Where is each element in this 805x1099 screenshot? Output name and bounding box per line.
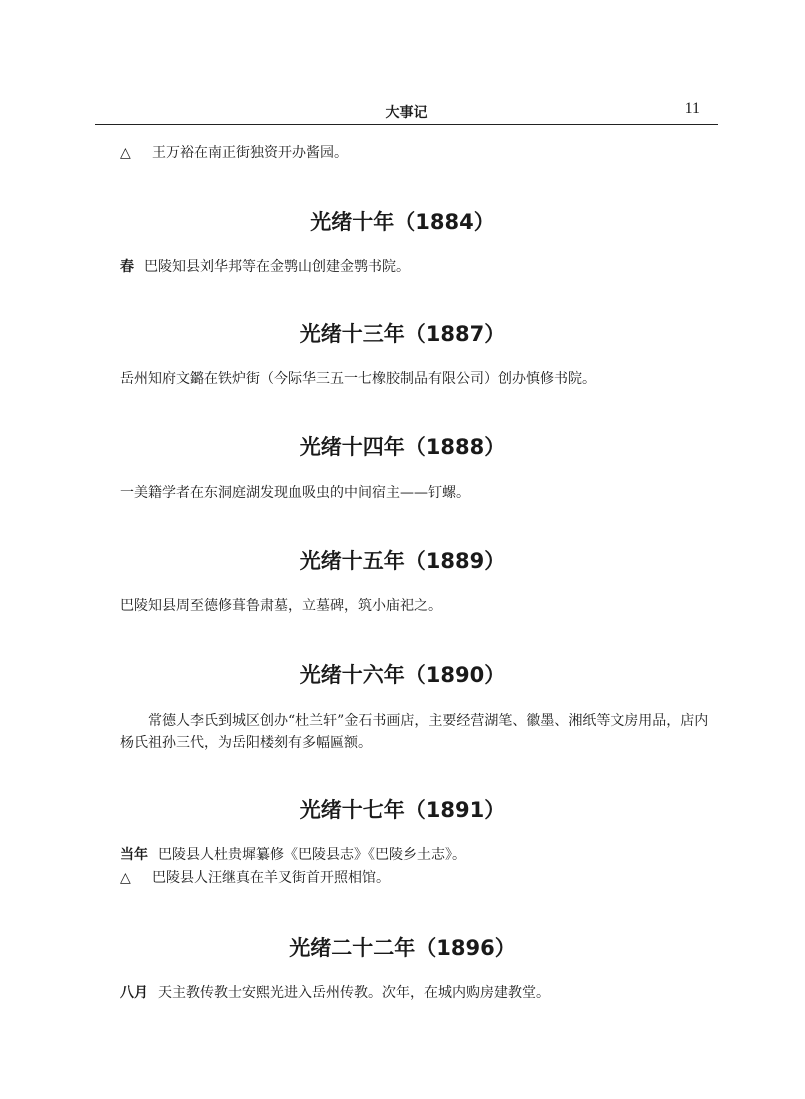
entry-lead: 当年: [120, 847, 148, 863]
triangle-mark-icon: △: [120, 870, 131, 886]
entry-line: [120, 369, 720, 389]
entry-text: 巴陵知县刘华邦等在金鹗山创建金鹗书院。: [144, 259, 410, 275]
entry-line: [120, 483, 720, 503]
entry-line: [120, 143, 720, 163]
entry-text: 岳州知府文鏴在铁炉街（今际华三五一七橡胶制品有限公司）创办慎修书院。: [120, 371, 596, 387]
page-number: 11: [684, 100, 700, 117]
entry-paragraph: 常德人李氏到城区创办“杜兰轩”金石书画店，主要经营湖笔、徽墨、湘纸等文房用品，店内杨氏祖孙三代，为岳阳楼刻有多幅匾额。: [120, 713, 709, 751]
running-title: 大事记: [385, 105, 428, 121]
year-heading: 光绪十三年（1887）: [299, 322, 506, 346]
year-heading: 光绪十六年（1890）: [299, 663, 506, 687]
year-heading: 光绪十四年（1888）: [299, 435, 506, 459]
page-header: [95, 98, 718, 125]
entry-line: [120, 868, 720, 888]
year-heading: 光绪二十二年（1896）: [289, 936, 516, 960]
entry-lead: 春: [120, 259, 134, 275]
entry-text: 王万裕在南正街独资开办酱园。: [152, 145, 348, 161]
entry-line: [120, 596, 720, 616]
entry-text: 巴陵县人汪继真在羊叉街首开照相馆。: [152, 870, 390, 886]
entry-text: 巴陵县人杜贵墀纂修《巴陵县志》《巴陵乡土志》。: [158, 847, 466, 863]
entry-line: [120, 845, 720, 865]
entry-lead: 八月: [120, 985, 148, 1001]
year-heading: 光绪十年（1884）: [310, 210, 495, 234]
year-heading: 光绪十七年（1891）: [299, 798, 506, 822]
entry-text: 巴陵知县周至德修葺鲁肃墓，立墓碑，筑小庙祀之。: [120, 598, 442, 614]
year-heading: 光绪十五年（1889）: [299, 549, 506, 573]
entry-line: [120, 257, 720, 277]
triangle-mark-icon: △: [120, 145, 131, 161]
entry-text: 一美籍学者在东洞庭湖发现血吸虫的中间宿主——钉螺。: [120, 485, 470, 501]
entry-text: 天主教传教士安熙光进入岳州传教。次年，在城内购房建教堂。: [158, 985, 550, 1001]
entry-line: [120, 983, 720, 1003]
